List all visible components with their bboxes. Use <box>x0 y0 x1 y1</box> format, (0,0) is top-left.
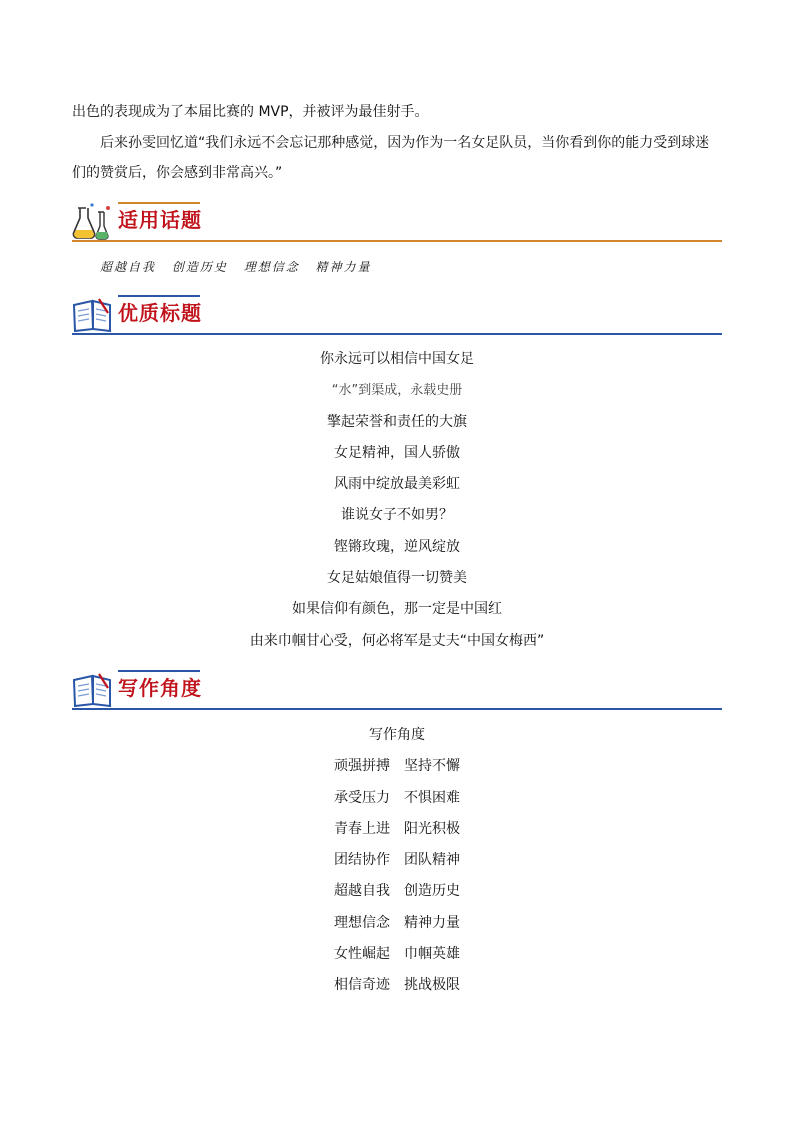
list-item: 风雨中绽放最美彩虹 <box>334 476 460 493</box>
section-rule <box>72 333 722 335</box>
list-item: “水”到渠成，永载史册 <box>331 383 463 399</box>
section-title-angles: 写作角度 <box>118 676 202 700</box>
angle-list <box>72 720 722 1002</box>
angle-term: 超越自我 <box>334 883 390 900</box>
list-item: 你永远可以相信中国女足 <box>320 351 474 367</box>
topic-list <box>100 258 382 275</box>
list-item: 由来巾帼甘心受，何必将军是丈夫“中国女梅西” <box>249 632 545 649</box>
list-item <box>72 939 722 970</box>
book-icon <box>72 295 114 335</box>
list-item <box>72 751 722 782</box>
list-item <box>72 876 722 907</box>
section-header-titles <box>72 295 722 335</box>
section-title-titles: 优质标题 <box>118 301 202 325</box>
angle-term: 团队精神 <box>404 852 460 869</box>
list-item: 如果信仰有颜色，那一定是中国红 <box>292 601 502 618</box>
angle-term: 不惧困难 <box>404 789 460 806</box>
angle-term: 创造历史 <box>404 883 460 900</box>
section-rule <box>72 240 722 242</box>
list-item: 女足姑娘值得一切赞美 <box>327 570 467 587</box>
intro-line: 出色的表现成为了本届比赛的 MVP，并被评为最佳射手。 <box>72 104 429 120</box>
topic-item: 理想信念 <box>243 260 300 274</box>
angle-heading: 写作角度 <box>369 727 425 743</box>
list-item: 擎起荣誉和责任的大旗 <box>327 413 467 430</box>
angle-term: 精神力量 <box>404 914 460 931</box>
intro-paragraph: 后来孙雯回忆道“我们永远不会忘记那种感觉，因为作为一名女足队员，当你看到你的能力受到球迷们的赞赏后，你会感到非常高兴。” <box>72 135 710 181</box>
list-item <box>72 783 722 814</box>
flask-icon <box>72 202 114 242</box>
topic-item: 创造历史 <box>171 260 228 274</box>
list-item <box>72 814 722 845</box>
angle-term: 顽强拼搏 <box>334 758 390 775</box>
angle-term: 青春上进 <box>334 820 390 837</box>
list-item: 谁说女子不如男？ <box>341 507 453 524</box>
book-icon <box>72 670 114 710</box>
section-title-topics: 适用话题 <box>118 208 202 232</box>
list-item: 女足精神，国人骄傲 <box>334 444 460 461</box>
section-rule <box>72 708 722 710</box>
list-item <box>72 970 722 1001</box>
list-item: 铿锵玫瑰，逆风绽放 <box>334 538 460 555</box>
topic-item: 超越自我 <box>100 260 157 274</box>
angle-term: 阳光积极 <box>404 820 460 837</box>
title-list <box>72 344 722 657</box>
angle-term: 承受压力 <box>334 789 390 806</box>
angle-term: 团结协作 <box>334 852 390 869</box>
angle-term: 坚持不懈 <box>404 758 460 775</box>
angle-term: 理想信念 <box>334 914 390 931</box>
list-item <box>72 908 722 939</box>
section-header-angles <box>72 670 722 710</box>
angle-term: 相信奇迹 <box>334 977 390 994</box>
list-item <box>72 845 722 876</box>
angle-term: 女性崛起 <box>334 946 390 963</box>
section-header-topics <box>72 202 722 242</box>
topic-item: 精神力量 <box>315 260 372 274</box>
angle-term: 巾帼英雄 <box>404 946 460 963</box>
angle-term: 挑战极限 <box>404 977 460 994</box>
